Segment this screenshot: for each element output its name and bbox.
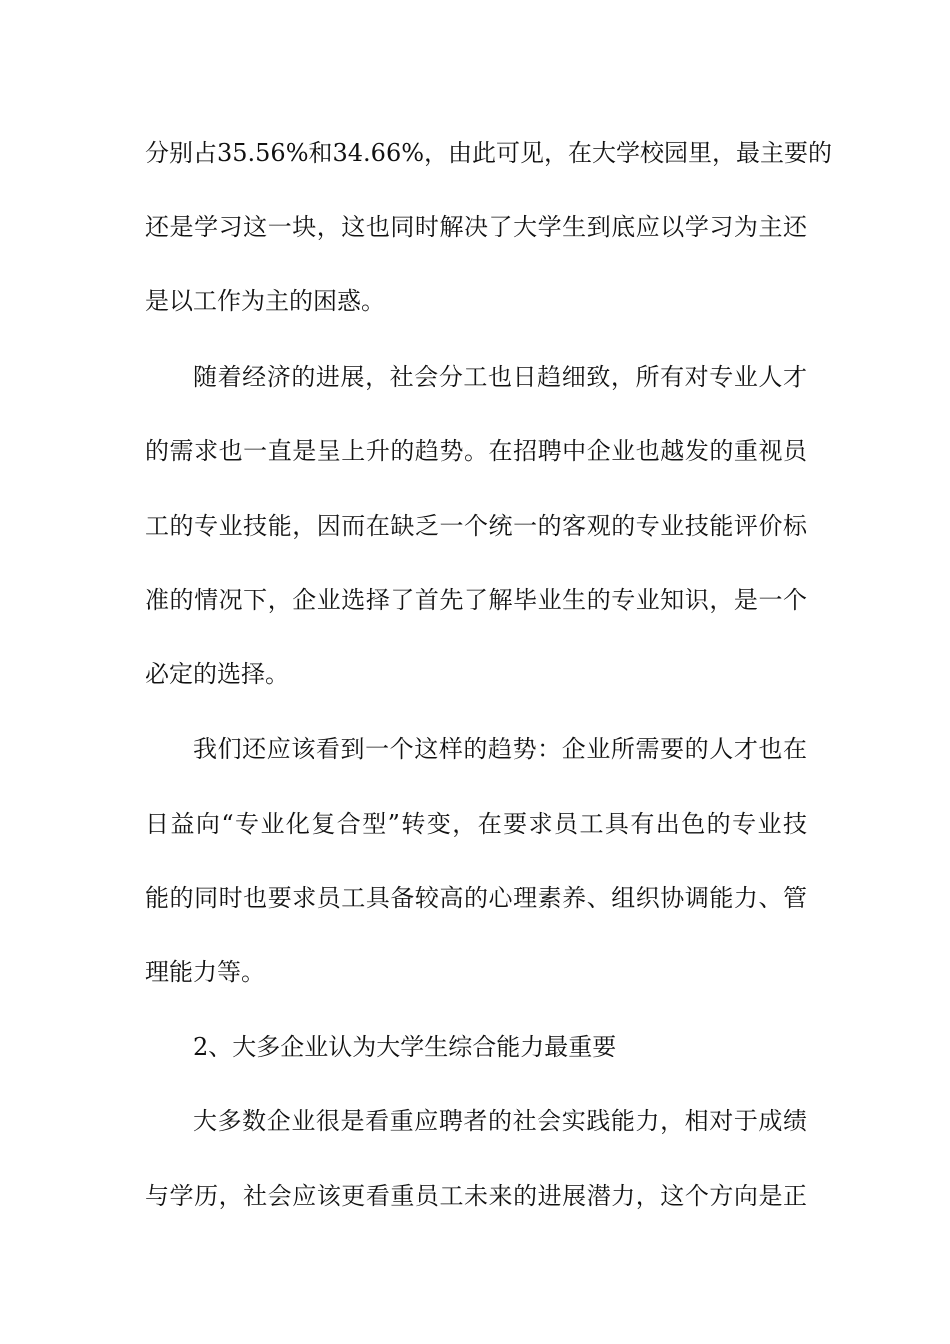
text-line: 是以工作为主的困惑。 (145, 287, 385, 315)
text-line: 理能力等。 (145, 958, 265, 986)
text-line: 必定的选择。 (145, 660, 289, 688)
text-line: 的需求也一直是呈上升的趋势。在招聘中企业也越发的重视员 (145, 437, 807, 465)
text-line: 工的专业技能，因而在缺乏一个统一的客观的专业技能评价标 (145, 512, 807, 540)
text-line: 还是学习这一块，这也同时解决了大学生到底应以学习为主还 (145, 213, 807, 241)
text-line: 我们还应该看到一个这样的趋势：企业所需要的人才也在 (193, 735, 807, 763)
text-line: 与学历，社会应该更看重员工未来的进展潜力，这个方向是正 (145, 1182, 807, 1210)
section-heading: 2、大多企业认为大学生综合能力最重要 (193, 1033, 617, 1061)
text-line: 日益向“专业化复合型”转变，在要求员工具有出色的专业技 (145, 810, 807, 838)
text-line: 随着经济的进展，社会分工也日趋细致，所有对专业人才 (193, 363, 807, 391)
text-line: 能的同时也要求员工具备较高的心理素养、组织协调能力、管 (145, 884, 807, 912)
text-line: 准的情况下，企业选择了首先了解毕业生的专业知识，是一个 (145, 586, 807, 614)
text-line: 大多数企业很是看重应聘者的社会实践能力，相对于成绩 (193, 1107, 807, 1135)
text-line: 分别占35.56%和34.66%，由此可见，在大学校园里，最主要的 (145, 139, 833, 167)
